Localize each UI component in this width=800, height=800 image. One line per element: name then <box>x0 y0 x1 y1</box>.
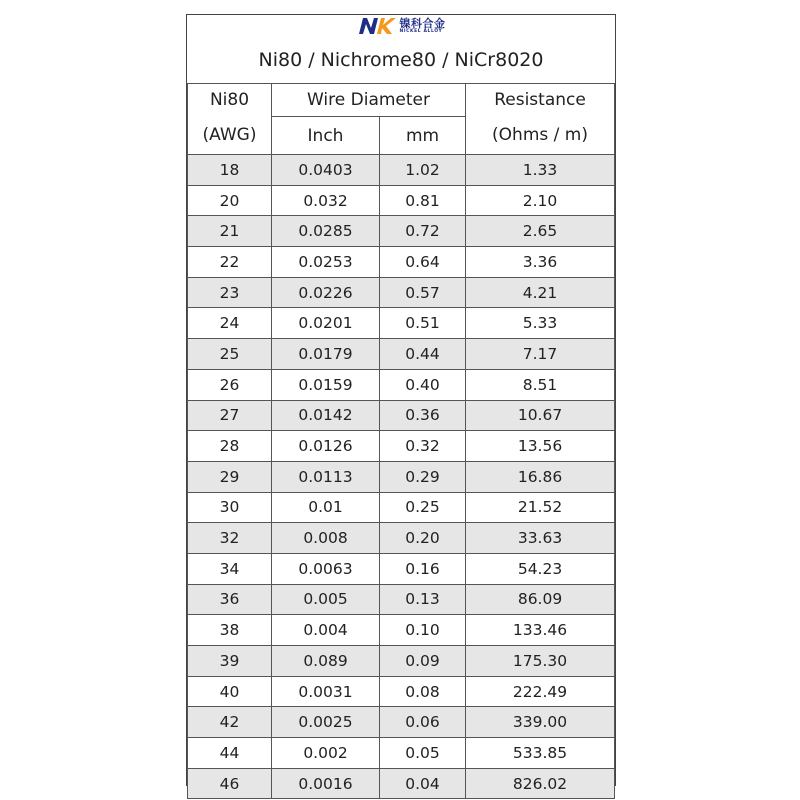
awg-cell: 34 <box>188 553 272 584</box>
brand-logo <box>187 15 615 37</box>
inch-cell: 0.0031 <box>272 676 380 707</box>
inch-cell: 0.0179 <box>272 339 380 370</box>
table-row <box>188 308 615 339</box>
mm-cell: 0.20 <box>380 523 466 554</box>
spec-sheet <box>186 14 616 793</box>
table-row <box>188 523 615 554</box>
inch-cell: 0.0403 <box>272 155 380 186</box>
awg-cell: 28 <box>188 431 272 462</box>
table-row <box>188 339 615 370</box>
resistance-cell: 86.09 <box>466 584 615 615</box>
inch-cell: 0.008 <box>272 523 380 554</box>
table-row <box>188 646 615 677</box>
inch-cell: 0.0226 <box>272 277 380 308</box>
resistance-cell: 10.67 <box>466 400 615 431</box>
awg-cell: 21 <box>188 216 272 247</box>
resistance-cell: 2.10 <box>466 185 615 216</box>
mm-cell: 0.25 <box>380 492 466 523</box>
awg-cell: 42 <box>188 707 272 738</box>
mm-cell: 0.81 <box>380 185 466 216</box>
awg-cell: 22 <box>188 247 272 278</box>
awg-cell: 20 <box>188 185 272 216</box>
inch-cell: 0.004 <box>272 615 380 646</box>
mm-cell: 0.09 <box>380 646 466 677</box>
inch-cell: 0.0126 <box>272 431 380 462</box>
table-body <box>188 155 615 799</box>
inch-cell: 0.0201 <box>272 308 380 339</box>
awg-cell: 44 <box>188 738 272 769</box>
resistance-cell: 16.86 <box>466 461 615 492</box>
resistance-cell: 4.21 <box>466 277 615 308</box>
resistance-cell: 133.46 <box>466 615 615 646</box>
awg-cell: 30 <box>188 492 272 523</box>
inch-cell: 0.002 <box>272 738 380 769</box>
table-row <box>188 738 615 769</box>
inch-cell: 0.005 <box>272 584 380 615</box>
resistance-table <box>187 83 615 799</box>
header-row-top <box>188 84 615 117</box>
resistance-cell: 33.63 <box>466 523 615 554</box>
table-row <box>188 185 615 216</box>
resistance-cell: 175.30 <box>466 646 615 677</box>
inch-cell: 0.0253 <box>272 247 380 278</box>
resistance-cell: 5.33 <box>466 308 615 339</box>
resistance-cell: 13.56 <box>466 431 615 462</box>
resistance-cell: 1.33 <box>466 155 615 186</box>
wire-diameter-header: Wire Diameter <box>272 84 466 117</box>
resistance-cell: 21.52 <box>466 492 615 523</box>
inch-cell: 0.0063 <box>272 553 380 584</box>
awg-cell: 29 <box>188 461 272 492</box>
resistance-cell: 8.51 <box>466 369 615 400</box>
resistance-cell: 7.17 <box>466 339 615 370</box>
table-row <box>188 369 615 400</box>
mm-cell: 0.44 <box>380 339 466 370</box>
mm-cell: 0.32 <box>380 431 466 462</box>
mm-cell: 0.40 <box>380 369 466 400</box>
inch-cell: 0.0025 <box>272 707 380 738</box>
table-row <box>188 277 615 308</box>
inch-cell: 0.089 <box>272 646 380 677</box>
awg-cell: 32 <box>188 523 272 554</box>
resistance-cell: 2.65 <box>466 216 615 247</box>
mm-cell: 0.57 <box>380 277 466 308</box>
resistance-cell: 3.36 <box>466 247 615 278</box>
resistance-cell: 339.00 <box>466 707 615 738</box>
table-row <box>188 155 615 186</box>
mm-cell: 1.02 <box>380 155 466 186</box>
awg-cell: 46 <box>188 768 272 799</box>
page-title: Ni80 / Nichrome80 / NiCr8020 <box>258 49 544 71</box>
resistance-cell: 826.02 <box>466 768 615 799</box>
header-row-bottom <box>188 117 615 155</box>
table-row <box>188 676 615 707</box>
table-row <box>188 615 615 646</box>
inch-cell: 0.0113 <box>272 461 380 492</box>
mm-cell: 0.13 <box>380 584 466 615</box>
mm-cell: 0.05 <box>380 738 466 769</box>
awg-cell: 40 <box>188 676 272 707</box>
resistance-header-bottom: (Ohms / m) <box>466 117 615 155</box>
inch-cell: 0.032 <box>272 185 380 216</box>
inch-cell: 0.0159 <box>272 369 380 400</box>
awg-cell: 25 <box>188 339 272 370</box>
mm-cell: 0.29 <box>380 461 466 492</box>
awg-cell: 39 <box>188 646 272 677</box>
awg-cell: 24 <box>188 308 272 339</box>
table-row <box>188 431 615 462</box>
mm-cell: 0.72 <box>380 216 466 247</box>
table-row <box>188 707 615 738</box>
mm-cell: 0.16 <box>380 553 466 584</box>
table-row <box>188 247 615 278</box>
table-row <box>188 400 615 431</box>
mm-cell: 0.64 <box>380 247 466 278</box>
table-row <box>188 461 615 492</box>
mm-cell: 0.06 <box>380 707 466 738</box>
inch-header: Inch <box>272 117 380 155</box>
mm-header: mm <box>380 117 466 155</box>
resistance-cell: 222.49 <box>466 676 615 707</box>
table-row <box>188 768 615 799</box>
mm-cell: 0.04 <box>380 768 466 799</box>
awg-header-bottom: (AWG) <box>188 117 272 155</box>
inch-cell: 0.0142 <box>272 400 380 431</box>
mm-cell: 0.10 <box>380 615 466 646</box>
nk-logo-icon <box>357 17 397 35</box>
awg-cell: 18 <box>188 155 272 186</box>
awg-cell: 36 <box>188 584 272 615</box>
resistance-cell: 54.23 <box>466 553 615 584</box>
mm-cell: 0.36 <box>380 400 466 431</box>
table-row <box>188 492 615 523</box>
inch-cell: 0.0285 <box>272 216 380 247</box>
table-row <box>188 216 615 247</box>
logo-english-text: NICKEL ALLOY <box>399 28 443 34</box>
mm-cell: 0.51 <box>380 308 466 339</box>
table-row <box>188 584 615 615</box>
awg-cell: 26 <box>188 369 272 400</box>
logo-chinese-text: 镍科合金 <box>399 16 446 30</box>
awg-cell: 38 <box>188 615 272 646</box>
awg-cell: 23 <box>188 277 272 308</box>
awg-header-top: Ni80 <box>188 84 272 117</box>
inch-cell: 0.01 <box>272 492 380 523</box>
inch-cell: 0.0016 <box>272 768 380 799</box>
table-row <box>188 553 615 584</box>
awg-cell: 27 <box>188 400 272 431</box>
resistance-cell: 533.85 <box>466 738 615 769</box>
resistance-header-top: Resistance <box>466 84 615 117</box>
mm-cell: 0.08 <box>380 676 466 707</box>
